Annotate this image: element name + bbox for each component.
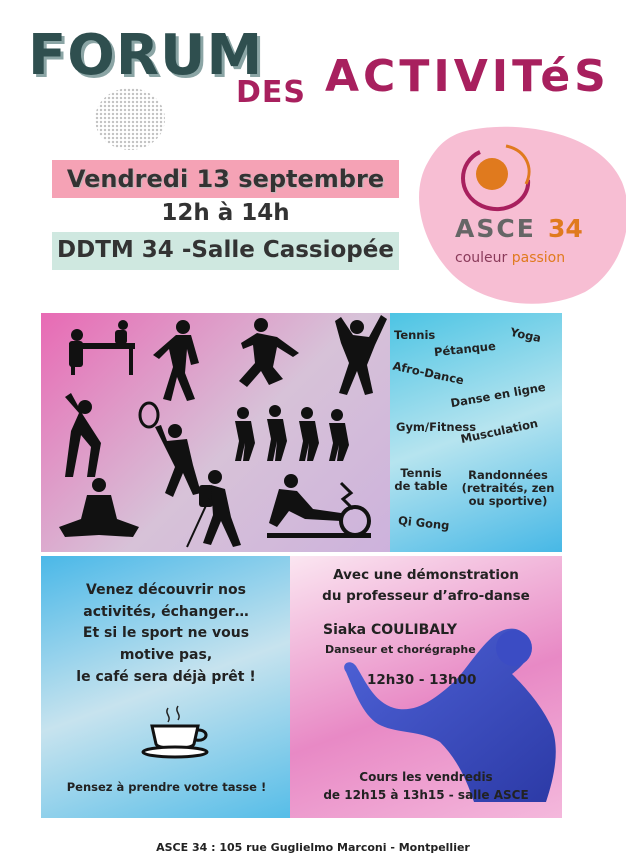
title-activites: ACTIVITéS (325, 51, 610, 102)
title-des: DES (236, 75, 307, 110)
event-time: 12h à 14h (161, 200, 290, 226)
activities-illustration-panel (41, 313, 390, 552)
event-place: DDTM 34 -Salle Cassiopée (52, 232, 399, 270)
cafe-line-1: Venez découvrir nos (86, 582, 246, 598)
activity-tennis-de-table: Tennis de table (394, 466, 448, 494)
halftone-decoration (95, 88, 165, 150)
demo-intro (290, 565, 562, 607)
cafe-message (55, 580, 277, 688)
activity-petanque: Pétanque (433, 338, 497, 360)
cafe-line-3: Et si le sport ne vous (82, 625, 250, 642)
courses-line-1: Cours les vendredis (359, 770, 493, 784)
activity-afro-dance: Afro-Dance (391, 358, 466, 388)
event-date: Vendredi 13 septembre (52, 160, 399, 198)
demo-line-2: du professeur d’afro-danse (322, 587, 530, 604)
logo-tagline (455, 250, 565, 266)
coffee-cup-icon (138, 704, 218, 760)
cafe-line-4: motive pas, (119, 647, 213, 664)
activity-randonnees: Randonnées (retraités, zen ou sportive) (461, 468, 555, 509)
demo-hours: 12h30 - 13h00 (367, 672, 477, 688)
logo-tagline-2: passion (511, 250, 566, 266)
activity-yoga: Yoga (509, 324, 543, 346)
demo-courses (290, 768, 562, 804)
cafe-reminder: Pensez à prendre votre tasse ! (66, 780, 267, 794)
demo-name: Siaka COULIBALY (323, 622, 458, 638)
logo-tagline-1: couleur (455, 250, 508, 266)
activity-danse-en-ligne: Danse en ligne (449, 379, 547, 411)
logo-orange-circle-icon (476, 158, 508, 190)
sport-silhouettes-icon (41, 313, 390, 552)
cafe-line-5: le café sera déjà prêt ! (76, 668, 256, 685)
activity-tennis: Tennis (394, 328, 436, 342)
title-forum: FORUM (28, 23, 264, 88)
cafe-line-2: activités, échanger… (83, 603, 249, 620)
activities-list-panel (390, 313, 562, 552)
demo-role: Danseur et chorégraphe (325, 643, 476, 656)
demo-line-1: Avec une démonstration (333, 567, 519, 583)
courses-line-2: de 12h15 à 13h15 - salle ASCE (323, 788, 529, 802)
logo-number: 34 (548, 214, 583, 243)
activity-musculation: Musculation (459, 415, 540, 447)
activity-gym-fitness: Gym/Fitness (396, 420, 477, 434)
asce-logo (410, 122, 626, 304)
activity-qi-gong: Qi Gong (397, 513, 451, 533)
footer-address: ASCE 34 : 105 rue Guglielmo Marconi - Montpellier (156, 841, 470, 854)
logo-name: ASCE (455, 214, 536, 243)
